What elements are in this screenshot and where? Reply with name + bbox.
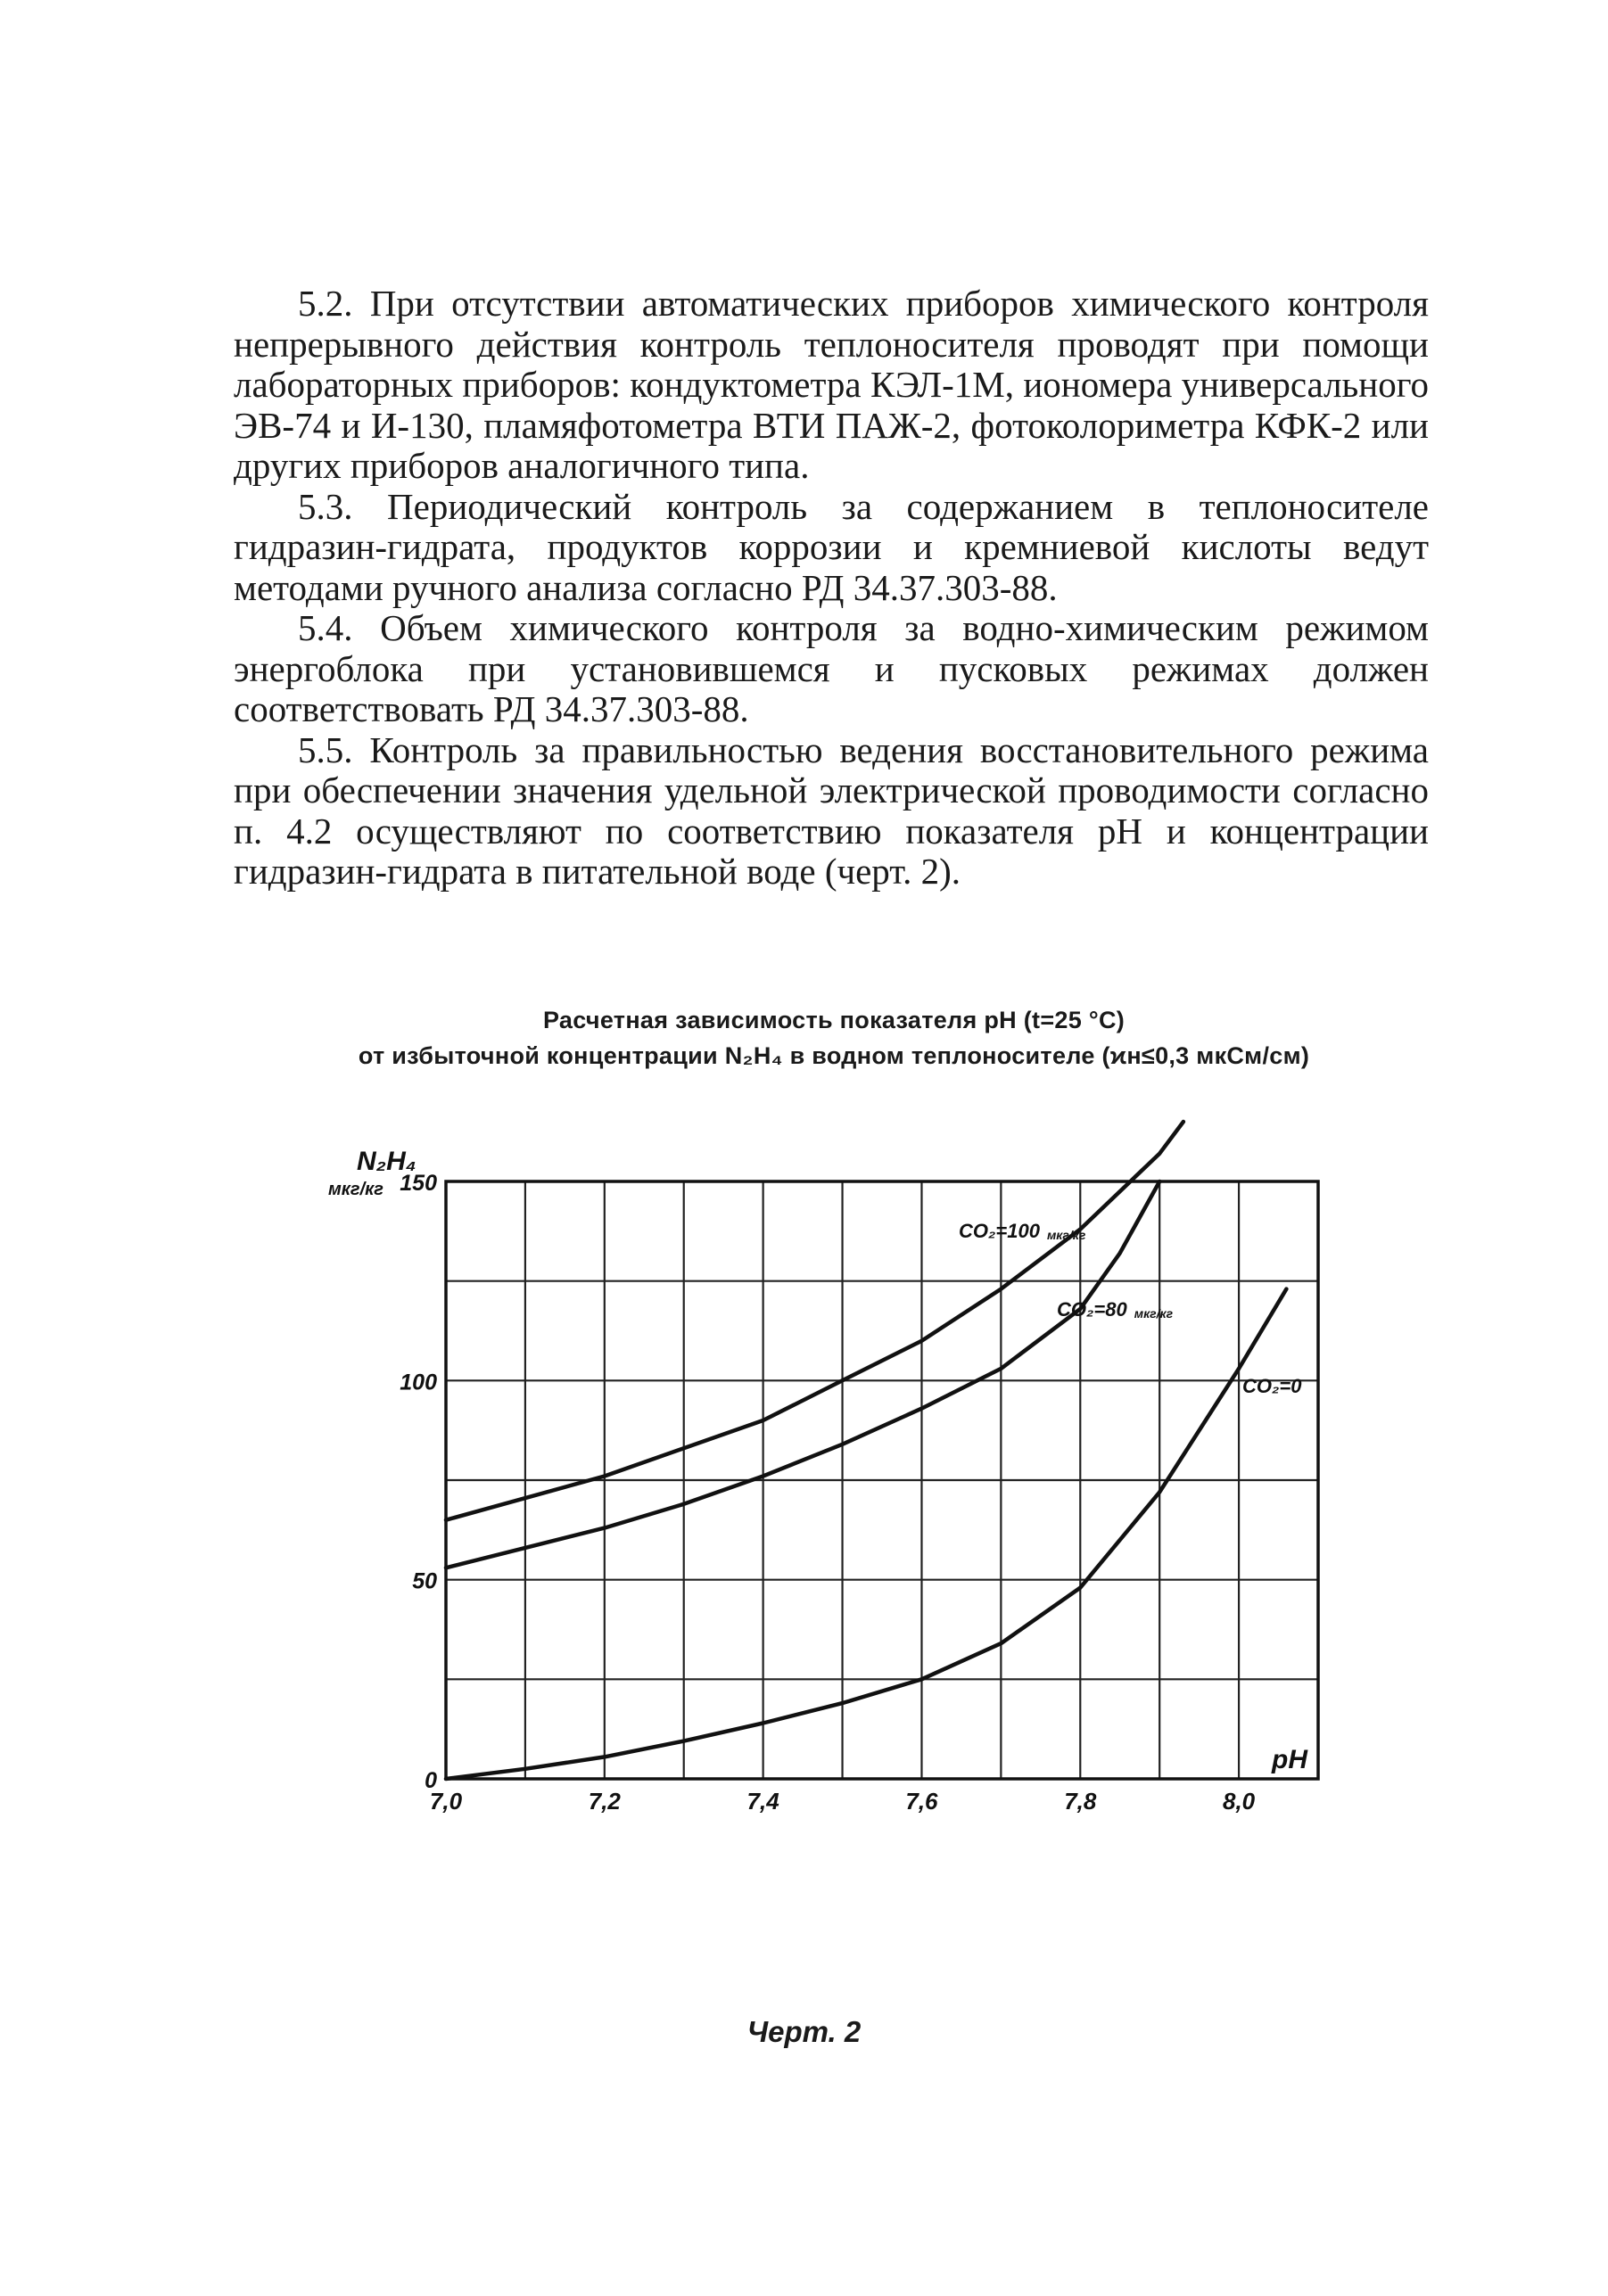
- chart-caption-line-1: Расчетная зависимость показателя pH (t=25 °C): [542, 1007, 1126, 1033]
- y-axis-label: N₂H₄: [357, 1147, 416, 1176]
- x-axis-label: pH: [1272, 1745, 1307, 1774]
- paragraph-5-2: 5.2. При отсутствии автоматических приборов химического контроля непрерывного действия контроль теплоносителя проводят при помощи лабораторных приборов: кондуктометра КЭЛ-1М, иономера универсального ЭВ-74 и И-130, пламяфотометра ВТИ ПАЖ-2, фотоколориметра КФК-2 или других приборов аналогичного типа.: [234, 283, 1429, 486]
- paragraph-5-3: 5.3. Периодический контроль за содержанием в теплоносителе гидразин-гидрата, продуктов коррозии и кремниевой кислоты ведут методами ручного анализа согласно РД 34.37.303-88.: [234, 485, 1429, 608]
- y-tick-label: 50: [412, 1568, 437, 1594]
- series-unit-2: мкг/кг: [1134, 1306, 1174, 1321]
- y-tick-label: 150: [400, 1171, 437, 1196]
- x-tick-label: 7,2: [588, 1788, 621, 1815]
- paragraph-5-4: 5.4. Объем химического контроля за водно-химическим режимом энергоблока при установившемся и пусковых режимах должен соответствовать РД 34.37.303-88.: [234, 607, 1429, 729]
- x-tick-label: 7,4: [746, 1788, 779, 1815]
- figure-number: Черт. 2: [746, 2015, 862, 2048]
- paragraph-5-5: 5.5. Контроль за правильностью ведения восстановительного режима при обеспечении значения удельной электрической проводимости согласно п. 4.2 осуществляют по соответствию показателя pH и концентрации гидразин-гидрата в питательной воде (черт. 2).: [234, 728, 1429, 892]
- chart-caption-line-2: от избыточной концентрации N₂H₄ в водном теплоносителе (ϰн≤0,3 мкСм/см): [358, 1042, 1310, 1069]
- series-label-3: CO₂=0: [1242, 1375, 1302, 1397]
- series-label-1: CO₂=100: [959, 1220, 1040, 1242]
- y-axis-unit: мкг/кг: [328, 1180, 383, 1199]
- x-tick-label: 7,0: [429, 1788, 463, 1815]
- series-label-2: CO₂=80: [1057, 1298, 1127, 1321]
- x-tick-label: 7,8: [1064, 1788, 1097, 1815]
- series-unit-1: мкг/кг: [1046, 1228, 1086, 1242]
- x-tick-label: 7,6: [905, 1788, 938, 1815]
- y-tick-label: 100: [400, 1370, 437, 1395]
- y-tick-label: 0: [425, 1768, 437, 1793]
- x-tick-label: 8,0: [1223, 1788, 1256, 1815]
